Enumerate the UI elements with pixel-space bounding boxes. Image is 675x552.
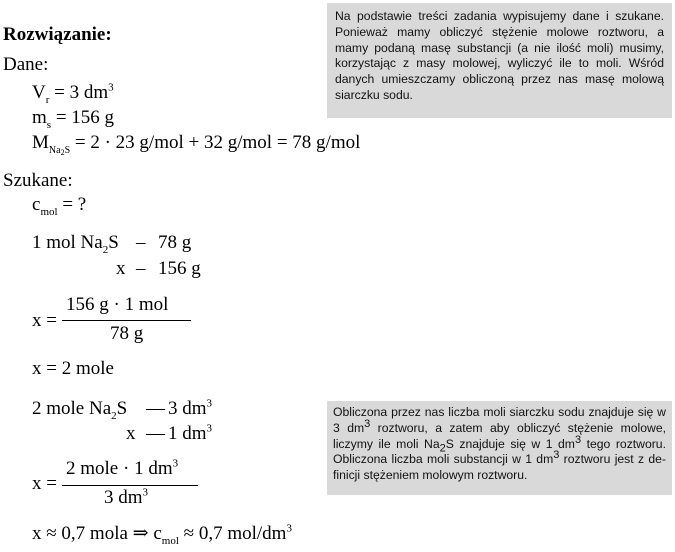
proportion2-row2-dash: — <box>146 423 165 444</box>
proportion2-row1-dash: — <box>146 398 165 419</box>
proportion1-row1-right: 78 g <box>158 232 192 253</box>
fraction2-lhs: x = <box>32 473 57 494</box>
given-label: Dane: <box>3 54 49 75</box>
fraction2-denominator: 3 $dm^3$ <box>104 486 149 508</box>
given-molar-mass: $M_{Na_2S} = 2 \cdot 23$ g/mol + 32 g/mol = 78 g/mol <box>32 132 361 157</box>
proportion2-row2-left: x <box>126 423 136 444</box>
fraction2-bar <box>62 485 198 486</box>
proportion1-row2-left: x <box>116 258 126 279</box>
proportion1-row2-dash: – <box>136 258 146 279</box>
given-mass: $m_s = 156$ g <box>32 107 115 131</box>
unknown-label: Szukane: <box>3 170 73 191</box>
proportion2-row1-right: 3 $dm^3$ <box>168 397 213 419</box>
proportion2-row1-left: 2 mole $Na_2S$ <box>32 398 128 422</box>
fraction1-bar <box>62 320 191 321</box>
proportion2-row2-right: 1 $dm^3$ <box>168 422 213 444</box>
fraction1-denominator: 78 g <box>110 323 144 344</box>
proportion1-row1-left: 1 mol $Na_2S$ <box>32 232 119 256</box>
unknown-concentration: $c_{mol}$ = ? <box>32 194 87 218</box>
explanation-note-concentration-text: Obliczona przez nas liczba moli siarczku sodu znajduje się w 3 $dm^3$ roztworu, a zatem aby obliczyć stężenie molowe, liczymy ile moli $Na_2S$ znajduje się w 1 $dm^3$ tego roztworu. Obliczona liczba moli substancji w 1 $dm^3$ roztworu jest z definicji stężeniem molowym roztworu. <box>333 405 666 483</box>
explanation-note-given-text: Na podstawie treści zadania wypisujemy dane i szukane. Ponieważ mamy obliczyć stężenie molowe roztworu, a mamy podaną masę substancji (a nie ilość moli) musimy, korzystając z masy molowej, wyliczyć ile to moli. Wśród danych umieszczamy obliczoną przez nas masę molową siarczku sodu. <box>335 9 664 102</box>
final-result: x ≈ 0,7 mola ⇒ $c_{mol} \approx 0,7$ mol/$dm^3$ <box>32 522 292 547</box>
fraction1-numerator: 156 g · 1 mol <box>66 294 169 315</box>
explanation-note-concentration <box>327 401 672 495</box>
given-volume: $V_r = 3$ $dm^3$ <box>32 81 114 106</box>
solution-heading: Rozwiązanie: <box>3 24 112 45</box>
result-moles: x = 2 mole <box>32 358 114 379</box>
proportion1-row2-right: 156 g <box>158 258 201 279</box>
proportion1-row1-dash: – <box>136 232 146 253</box>
explanation-note-given <box>327 3 672 118</box>
fraction2-numerator: 2 mole · 1 $dm^3$ <box>66 457 179 479</box>
fraction1-lhs: x = <box>32 310 57 331</box>
